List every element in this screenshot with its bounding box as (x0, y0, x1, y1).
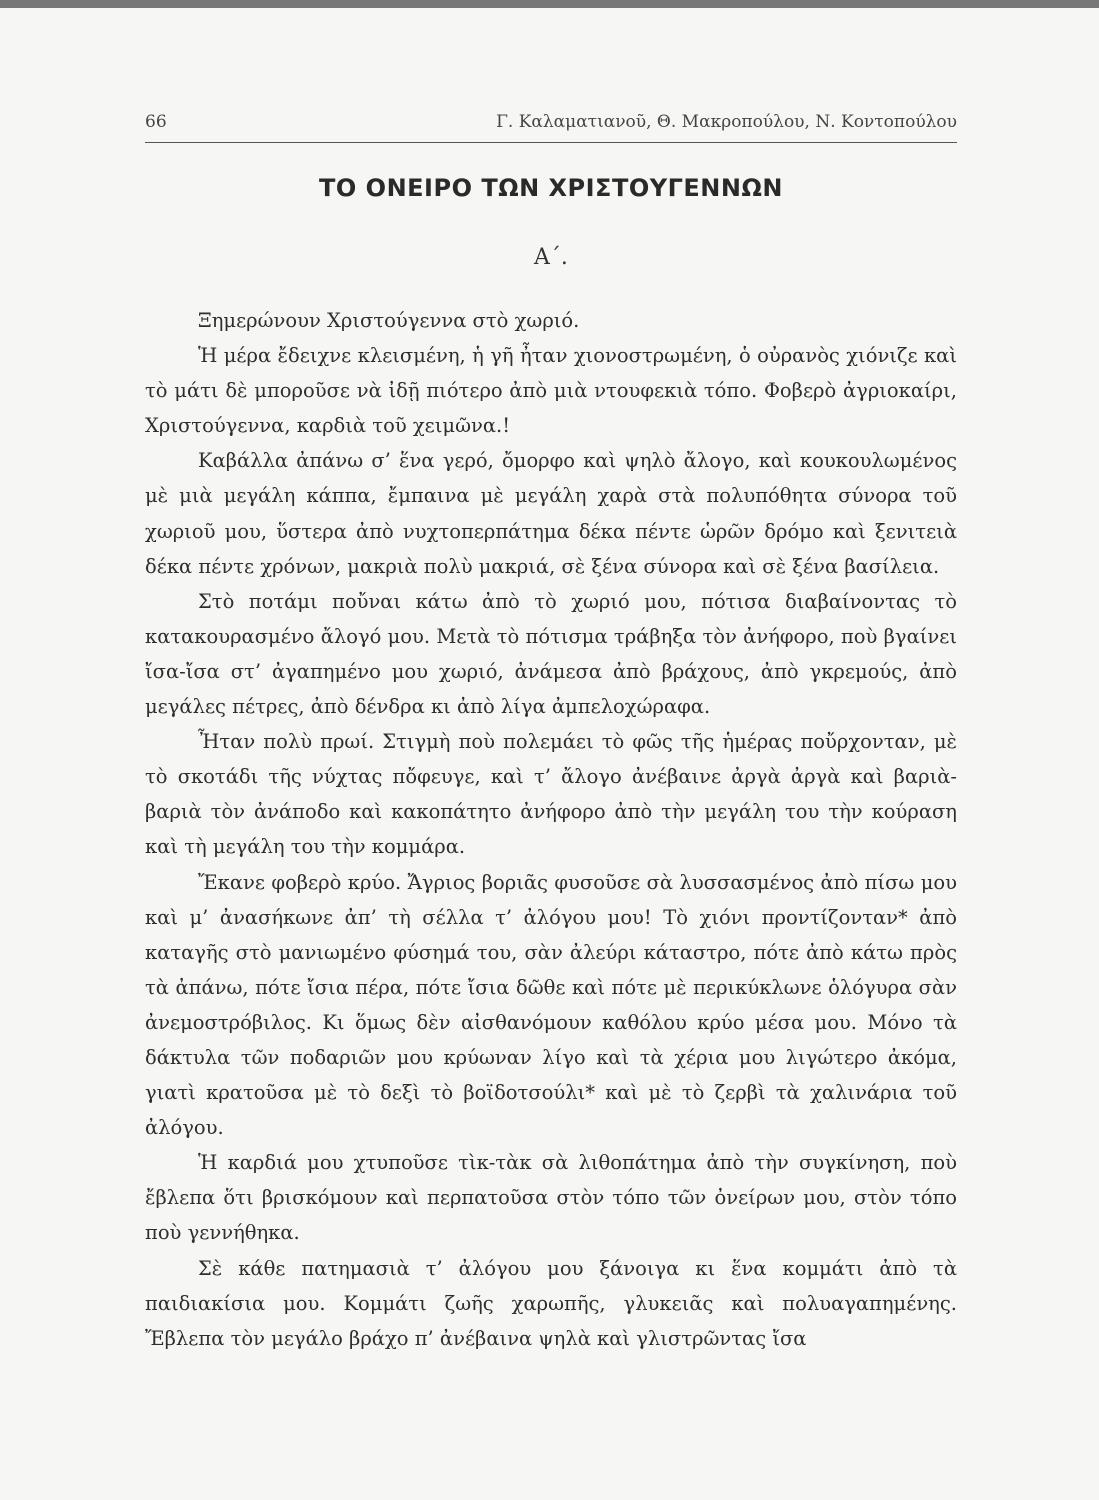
paragraph: Ἡ μέρα ἔδειχνε κλεισμένη, ἡ γῆ ἦταν χιονοστρωμένη, ὁ οὐρανὸς χιόνιζε καὶ τὸ μάτι δὲ μποροῦσε νὰ ἰδῇ πιότερο ἀπὸ μιὰ ντουφεκιὰ τόπο. Φοβερὸ ἀγριοκαίρι, Χριστούγεννα, καρδιὰ τοῦ χειμῶνα.! (145, 344, 957, 438)
paragraph: Ἦταν πολὺ πρωί. Στιγμὴ ποὺ πολεμάει τὸ φῶς τῆς ἡμέρας ποὔρχονταν, μὲ τὸ σκοτάδι τῆς νύχτας πὄφευγε, καὶ τ’ ἄλογο ἀνέβαινε ἀργὰ ἀργὰ καὶ βαριὰ-βαριὰ τὸν ἀνάποδο καὶ κακοπάτητο ἀνήφορο ἀπὸ τὴν μεγάλη του τὴν κούραση καὶ τὴ μεγάλη του τὴν κομμάρα. (145, 730, 957, 859)
paragraph: Ἡ καρδιά μου χτυποῦσε τὶκ-τὰκ σὰ λιθοπάτημα ἀπὸ τὴν συγκίνηση, ποὺ ἔβλεπα ὅτι βρισκόμουν καὶ περπατοῦσα στὸν τόπο τῶν ὀνείρων μου, στὸν τόπο ποὺ γεννήθηκα. (145, 1151, 957, 1245)
body-text (145, 303, 957, 1356)
page-header (145, 104, 957, 138)
chapter-title: ΤΟ ΟΝΕΙΡΟ ΤΩΝ ΧΡΙΣΤΟΥΓΕΝΝΩΝ (319, 174, 783, 202)
paragraph: Καβάλλα ἀπάνω σ’ ἕνα γερό, ὄμορφο καὶ ψηλὸ ἄλογο, καὶ κουκουλωμένος μὲ μιὰ μεγάλη κάππα, ἔμπαινα μὲ μεγάλη χαρὰ στὰ πολυπόθητα σύνορα τοῦ χωριοῦ μου, ὕστερα ἀπὸ νυχτοπερπάτημα δέκα πέντε ὡρῶν δρόμο καὶ ξενιτειὰ δέκα πέντε χρόνων, μακριὰ πολὺ μακριά, σὲ ξένα σύνορα καὶ σὲ ξένα βασίλεια. (145, 449, 957, 578)
paragraph: Ἔκανε φοβερὸ κρύο. Ἄγριος βοριᾶς φυσοῦσε σὰ λυσσασμένος ἀπὸ πίσω μου καὶ μ’ ἀνασήκωνε ἀπ’ τὴ σέλλα τ’ ἀλόγου μου! Τὸ χιόνι προντίζονταν* ἀπὸ καταγῆς στὸ μανιωμένο φύσημά του, σὰν ἀλεύρι κάταστρο, πότε ἀπὸ κάτω πρὸς τὰ ἀπάνω, πότε ἴσια πέρα, πότε ἴσια δῶθε καὶ πότε μὲ περικύκλωνε ὁλόγυρα σὰν ἀνεμοστρόβιλος. Κι ὅμως δὲν αἰσθανόμουν καθόλου κρύο μέσα μου. Μόνο τὰ δάκτυλα τῶν ποδαριῶν μου κρύωναν λίγο καὶ τὰ χέρια μου λιγώτερο ἀκόμα, γιατὶ κρατοῦσα μὲ τὸ δεξὶ τὸ βοϊδοτσούλι* καὶ μὲ τὸ ζερβὶ τὰ χαλινάρια τοῦ ἀλόγου. (145, 870, 957, 1140)
running-head: Γ. Καλαματιανοῦ, Θ. Μακροπούλου, Ν. Κοντοπούλου (496, 112, 957, 132)
page-top-edge (0, 0, 1099, 8)
header-rule (145, 142, 957, 143)
paragraph: Σὲ κάθε πατημασιὰ τ’ ἀλόγου μου ξάνοιγα κι ἕνα κομμάτι ἀπὸ τὰ παιδιακίσια μου. Κομμάτι ζωῆς χαρωπῆς, γλυκειᾶς καὶ πολυαγαπημένης. Ἔβλεπα τὸν μεγάλο βράχο π’ ἀνέβαινα ψηλὰ καὶ γλιστρῶντας ἴσα (145, 1256, 957, 1350)
paragraph: Στὸ ποτάμι ποὔναι κάτω ἀπὸ τὸ χωριό μου, πότισα διαβαίνοντας τὸ κατακουρασμένο ἄλογό μου. Μετὰ τὸ πότισμα τράβηξα τὸν ἀνήφορο, ποὺ βγαίνει ἴσα-ἴσα στ’ ἀγαπημένο μου χωριό, ἀνάμεσα ἀπὸ βράχους, ἀπὸ γκρεμούς, ἀπὸ μεγάλες πέτρες, ἀπὸ δένδρα κι ἀπὸ λίγα ἀμπελοχώραφα. (145, 589, 957, 719)
paragraph: Ξημερώνουν Χριστούγεννα στὸ χωριό. (198, 309, 580, 332)
section-number: Α΄. (534, 245, 568, 270)
page-number: 66 (145, 112, 167, 132)
